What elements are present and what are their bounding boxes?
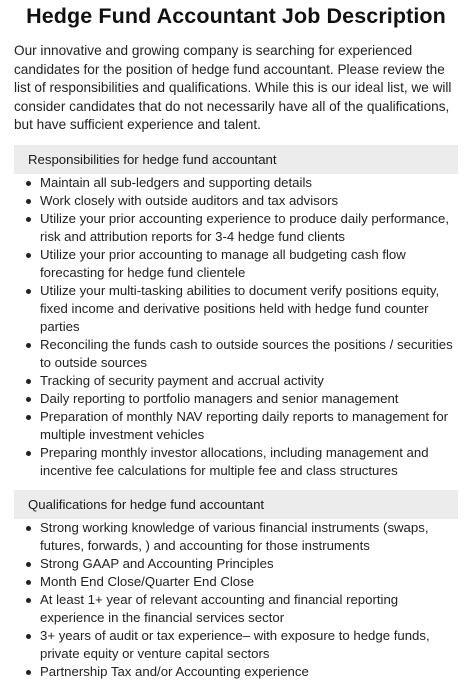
- list-item: Tracking of security payment and accrual activity: [14, 372, 458, 390]
- list-item: Strong working knowledge of various financial instruments (swaps, futures, forwards, ) and accounting for those instruments: [14, 519, 458, 555]
- list-item: Maintain all sub-ledgers and supporting details: [14, 174, 458, 192]
- list-item: Strong GAAP and Accounting Principles: [14, 555, 458, 573]
- list-item: Utilize your prior accounting experience to produce daily performance, risk and attribution reports for 3-4 hedge fund clients: [14, 210, 458, 246]
- list-item: Utilize your multi-tasking abilities to document verify positions equity, fixed income and derivative positions held with hedge fund counter parties: [14, 282, 458, 336]
- list-item: Preparing monthly investor allocations, including management and incentive fee calculations for multiple fee and class structures: [14, 444, 458, 480]
- qualifications-header: Qualifications for hedge fund accountant: [14, 490, 458, 519]
- list-item: Month End Close/Quarter End Close: [14, 573, 458, 591]
- list-item: Utilize your prior accounting to manage all budgeting cash flow forecasting for hedge fund clientele: [14, 246, 458, 282]
- responsibilities-list: [14, 174, 458, 480]
- list-item: At least 1+ year of relevant accounting and financial reporting experience in the financial services sector: [14, 591, 458, 627]
- responsibilities-header: Responsibilities for hedge fund accountant: [14, 145, 458, 174]
- qualifications-list: [14, 519, 458, 681]
- intro-paragraph: Our innovative and growing company is searching for experienced candidates for the position of hedge fund accountant. Please review the list of responsibilities and qualifications. While this is our ideal list, we will consider candidates that do not necessarily have all of the qualifications, but have sufficient experience and talent.: [14, 43, 452, 132]
- list-item: Partnership Tax and/or Accounting experience: [14, 663, 458, 681]
- list-item: 3+ years of audit or tax experience– with exposure to hedge funds, private equity or venture capital sectors: [14, 627, 458, 663]
- list-item: Reconciling the funds cash to outside sources the positions / securities to outside sources: [14, 336, 458, 372]
- page-title: Hedge Fund Accountant Job Description: [26, 4, 446, 28]
- list-item: Work closely with outside auditors and tax advisors: [14, 192, 458, 210]
- list-item: Preparation of monthly NAV reporting daily reports to management for multiple investment vehicles: [14, 408, 458, 444]
- list-item: Daily reporting to portfolio managers and senior management: [14, 390, 458, 408]
